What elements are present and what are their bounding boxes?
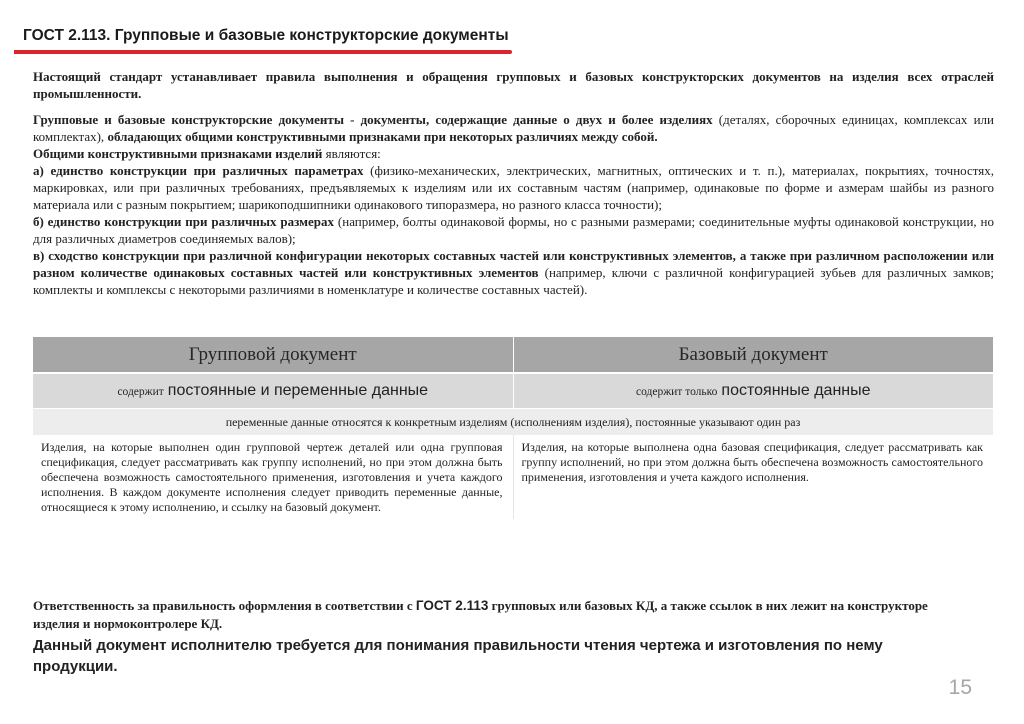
- group-content-cell: [33, 373, 513, 409]
- base-description: Изделия, на которые выполнена одна базовая спецификация, следует рассматривать как группу исполнений, но при этом должна быть обеспечена возможность самостоятельного применения, изготовления и учета каждого исполнения.: [513, 436, 993, 520]
- group-description: Изделия, на которые выполнен один групповой чертеж деталей или одна групповая спецификация, следует рассматривать как группу исполнений, но при этом должна быть обеспечена возможность самостоятельного применения, изготовления и учета каждого исполнения. В каждом документе исполнения следует приводить переменные данные, относящиеся к этому исполнению, и ссылку на базовый документ.: [33, 436, 513, 520]
- base-document-header: Базовый документ: [513, 337, 993, 373]
- description-row: [33, 436, 993, 520]
- note-row: [33, 409, 993, 436]
- responsibility-statement: [33, 597, 963, 633]
- footer-block: [33, 597, 963, 677]
- group-document-header: Групповой документ: [33, 337, 513, 373]
- title-underline: [14, 50, 512, 54]
- feature-a: [33, 162, 994, 213]
- base-content-cell: [513, 373, 993, 409]
- page-number: 15: [948, 676, 972, 699]
- feature-a-title: а) единство конструкции при различных параметрах: [33, 163, 364, 178]
- page-title: ГОСТ 2.113. Групповые и базовые конструкторские документы: [23, 27, 509, 44]
- gost-reference: ГОСТ 2.113: [415, 598, 489, 613]
- feature-a-text: (физико-механических, электрических, магнитных, оптических и т. п.), материалах, покрытиях, точностях, маркировках, или при различных требованиях, предъявляемых к изделиям или их составным частям (например, одинаковые по форме и азмерам шайбы из разного материала или с разным покрытием; шарикоподшипники одинакового типоразмера, но разного класса точности);: [33, 163, 994, 212]
- content-row: [33, 373, 993, 409]
- base-content-phrase: постоянные данные: [721, 382, 871, 399]
- usage-statement: Данный документ исполнителю требуется для понимания правильности чтения чертежа и изготовления по нему продукции.: [33, 637, 883, 675]
- feature-c-text: (например, ключи с различной конфигурацией зубьев для различных замков; комплекты и комплексы с некоторыми различиями в номенклатуре и количестве составных частей).: [33, 265, 994, 297]
- responsibility-part1: Ответственность за правильность оформления в соответствии с: [33, 598, 416, 613]
- intro-paragraph: Настоящий стандарт устанавливает правила выполнения и обращения групповых и базовых конструкторских документов на изделия всех отраслей промышленности.: [33, 69, 994, 101]
- base-content-prefix: содержит только: [635, 386, 718, 398]
- definition-end: обладающих общими конструктивными признаками при некоторых различиях между собой.: [107, 129, 658, 144]
- feature-b: [33, 213, 994, 247]
- comparison-table: [33, 337, 993, 519]
- group-content-prefix: содержит: [117, 386, 164, 398]
- group-content-phrase: постоянные и переменные данные: [167, 382, 429, 399]
- feature-b-title: б) единство конструкции при различных размерах: [33, 214, 335, 229]
- features-heading-bold: Общими конструктивными признаками изделий: [33, 146, 323, 161]
- definition-paragraph: [33, 111, 994, 145]
- definitions-block: [33, 111, 994, 298]
- data-note: переменные данные относятся к конкретным изделиям (исполнениям изделия), постоянные указывают один раз: [33, 409, 993, 436]
- responsibility-part2: групповых или базовых КД, а также ссылок в них лежит на конструкторе изделия и нормоконтролере КД.: [33, 598, 928, 631]
- feature-c-title: в) сходство конструкции при различной конфигурации некоторых составных частей или конструктивных элементов, а также при различном расположении или разном количестве одинаковых составных частей или конструктивных элементов: [33, 248, 994, 280]
- feature-b-text: (например, болты одинаковой формы, но с разными размерами; соединительные муфты одинаковой конструкции, но для различных диаметров соединяемых валов);: [33, 214, 994, 246]
- table-header-row: [33, 337, 993, 373]
- definition-term: Групповые и базовые конструкторские документы - документы, содержащие данные о двух и более изделиях: [33, 112, 713, 127]
- features-heading-rest: являются:: [322, 146, 381, 161]
- feature-c: [33, 247, 994, 298]
- definition-mid: (деталях, сборочных единицах, комплексах или комплектах),: [33, 112, 994, 144]
- features-heading: [33, 145, 994, 162]
